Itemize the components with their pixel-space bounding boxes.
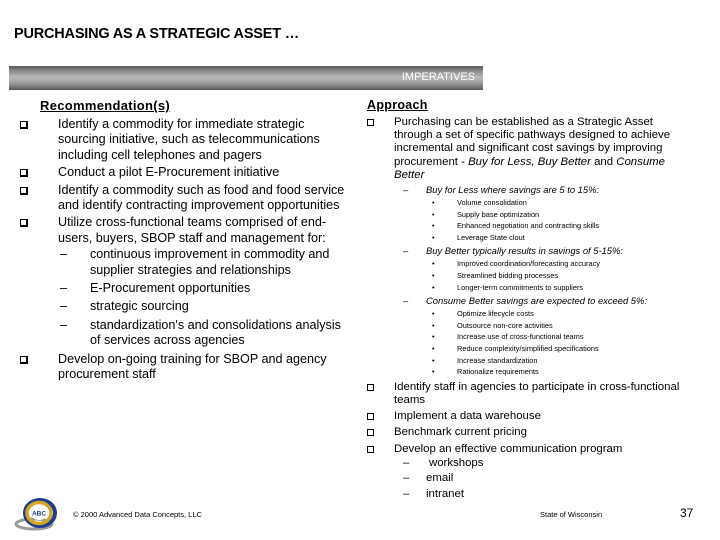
- approach-item: Implement a data warehouse: [367, 410, 687, 423]
- dash-icon: –: [403, 245, 409, 257]
- pathway-buy-better: – Buy Better typically results in savings of 5-15%:: [403, 245, 623, 257]
- pathway-bullet: • Outsource non-core activities: [432, 320, 553, 330]
- square-bullet-icon: [367, 413, 374, 420]
- dot-icon: •: [432, 209, 435, 219]
- dot-icon: •: [432, 320, 435, 330]
- abc-logo-icon: [14, 497, 58, 533]
- pathway-bullet: • Reduce complexity/simplified specifications: [432, 343, 599, 353]
- sub-item: – continuous improvement in commodity and supplier strategies and relationships: [60, 247, 330, 277]
- recommendations-column: [40, 98, 350, 385]
- pathway-bullet: • Increase standardization: [432, 355, 538, 365]
- approach-heading: Approach: [367, 98, 428, 112]
- abc-logo: [14, 497, 58, 533]
- pathway-bullet: • Volume consolidation: [432, 198, 527, 208]
- pathway-consume-better: – Consume Better savings are expected to exceed 5%:: [403, 295, 647, 307]
- pathway-bullet: • Streamlined bidding processes: [432, 270, 559, 280]
- slide-title: PURCHASING AS A STRATEGIC ASSET …: [14, 26, 300, 42]
- communication-item: – workshops: [367, 456, 687, 472]
- pathway-bullet: • Longer-term commitments to suppliers: [432, 282, 584, 292]
- pathway-bullet: • Leverage State clout: [432, 232, 525, 242]
- recommendation-item: Conduct a pilot E-Procurement initiative: [20, 165, 350, 180]
- pathway-bullet: • Increase use of cross-functional teams: [432, 332, 584, 342]
- page-number: 37: [680, 506, 694, 520]
- pathway-bullet: • Supply base optimization: [432, 209, 540, 219]
- banner-label: IMPERATIVES: [401, 71, 475, 83]
- pathway-bullets: [394, 197, 687, 243]
- dot-icon: •: [432, 232, 435, 242]
- dash-icon: –: [60, 247, 68, 262]
- sub-item: – E-Procurement opportunities: [60, 281, 251, 296]
- dash-icon: –: [60, 281, 68, 296]
- sub-item: – standardization's and consolidations analysis of services across agencies: [60, 317, 341, 348]
- approach-intro: Purchasing can be established as a Strategic Asset through a set of specific pathways designed to achieve incremental and significant cost savings by improving procurement - Buy for Less, Buy Better and Consume Better – Buy for Less where savings are 5 to 15%: • Volume consolidation • Supply base optimization • Enhanced negotiation and contracting skills • Leverage State clout – Buy Better typically results in savings of 5-15%: • Improved coordination/forecasting accuracy • Streamlined bidding processes • Longer-term commitments to suppliers – Consume Better savings are expected to exceed 5%: • Optimize lifecycle costs • Outsource non-core activities • Increase use of cross-functional teams • Reduce complexity/simplified specifications • Increase standardization • Rationalize requirements: [367, 116, 687, 378]
- pathway-buy-for-less: – Buy for Less where savings are 5 to 15%:: [403, 184, 600, 196]
- dot-icon: •: [432, 355, 435, 365]
- dot-icon: •: [432, 259, 435, 269]
- client-name: State of Wisconsin: [540, 510, 603, 519]
- dash-icon: –: [403, 184, 409, 196]
- dash-icon: –: [403, 472, 410, 485]
- checkbox-bullet-icon: [20, 219, 28, 227]
- pathway-bullet: • Optimize lifecycle costs: [432, 309, 534, 319]
- dash-icon: –: [403, 456, 410, 469]
- square-bullet-icon: [367, 429, 374, 436]
- communication-item: – email: [367, 471, 687, 487]
- recommendations-heading: Recommendation(s): [40, 98, 171, 113]
- imperatives-banner: [9, 66, 483, 90]
- recommendation-item: Identify a commodity such as food and food service and identify contracting improvement opportunities: [20, 183, 350, 214]
- dot-icon: •: [432, 343, 435, 353]
- dash-icon: –: [60, 317, 68, 332]
- dot-icon: •: [432, 198, 435, 208]
- recommendation-sublist: [58, 247, 350, 348]
- recommendation-item: Utilize cross-functional teams comprised of end-users, buyers, SBOP staff and management for: – continuous improvement in commodity and supplier strategies and relationships – E-Procurement opportunities – strategic sourcing – standardization's and consolidations analysis of services across agencies: [20, 215, 350, 348]
- pathway-bullet: • Rationalize requirements: [432, 367, 539, 377]
- dash-icon: –: [403, 487, 410, 500]
- checkbox-bullet-icon: [20, 169, 28, 177]
- square-bullet-icon: [367, 446, 374, 453]
- pathway-bullets: [394, 308, 687, 378]
- copyright: © 2000 Advanced Data Concepts, LLC: [73, 510, 202, 519]
- approach-item: Identify staff in agencies to participate in cross-functional teams: [367, 381, 687, 407]
- checkbox-bullet-icon: [20, 187, 28, 195]
- checkbox-bullet-icon: [20, 121, 28, 129]
- dot-icon: •: [432, 270, 435, 280]
- approach-item: Benchmark current pricing: [367, 426, 687, 439]
- recommendation-item: Develop on-going training for SBOP and agency procurement staff: [20, 352, 350, 383]
- dot-icon: •: [432, 332, 435, 342]
- svg-text:ABC: ABC: [31, 510, 47, 518]
- dot-icon: •: [432, 367, 435, 377]
- dot-icon: •: [432, 282, 435, 292]
- checkbox-bullet-icon: [20, 356, 28, 364]
- dot-icon: •: [432, 221, 435, 231]
- pathway-bullet: • Improved coordination/forecasting accuracy: [432, 259, 600, 269]
- dash-icon: –: [60, 299, 68, 314]
- recommendation-item: Identify a commodity for immediate strategic sourcing initiative, such as telecommunications including cell telephones and pagers: [20, 117, 350, 163]
- approach-column: [367, 98, 687, 505]
- square-bullet-icon: [367, 384, 374, 391]
- square-bullet-icon: [367, 119, 374, 126]
- sub-item: – strategic sourcing: [60, 299, 189, 314]
- communication-item: – intranet: [367, 487, 687, 503]
- dash-icon: –: [403, 295, 409, 307]
- dot-icon: •: [432, 309, 435, 319]
- approach-item: Develop an effective communication program – workshops – email – intranet: [367, 443, 687, 503]
- pathway-bullet: • Enhanced negotiation and contracting skills: [432, 221, 600, 231]
- pathway-bullets: [394, 258, 687, 293]
